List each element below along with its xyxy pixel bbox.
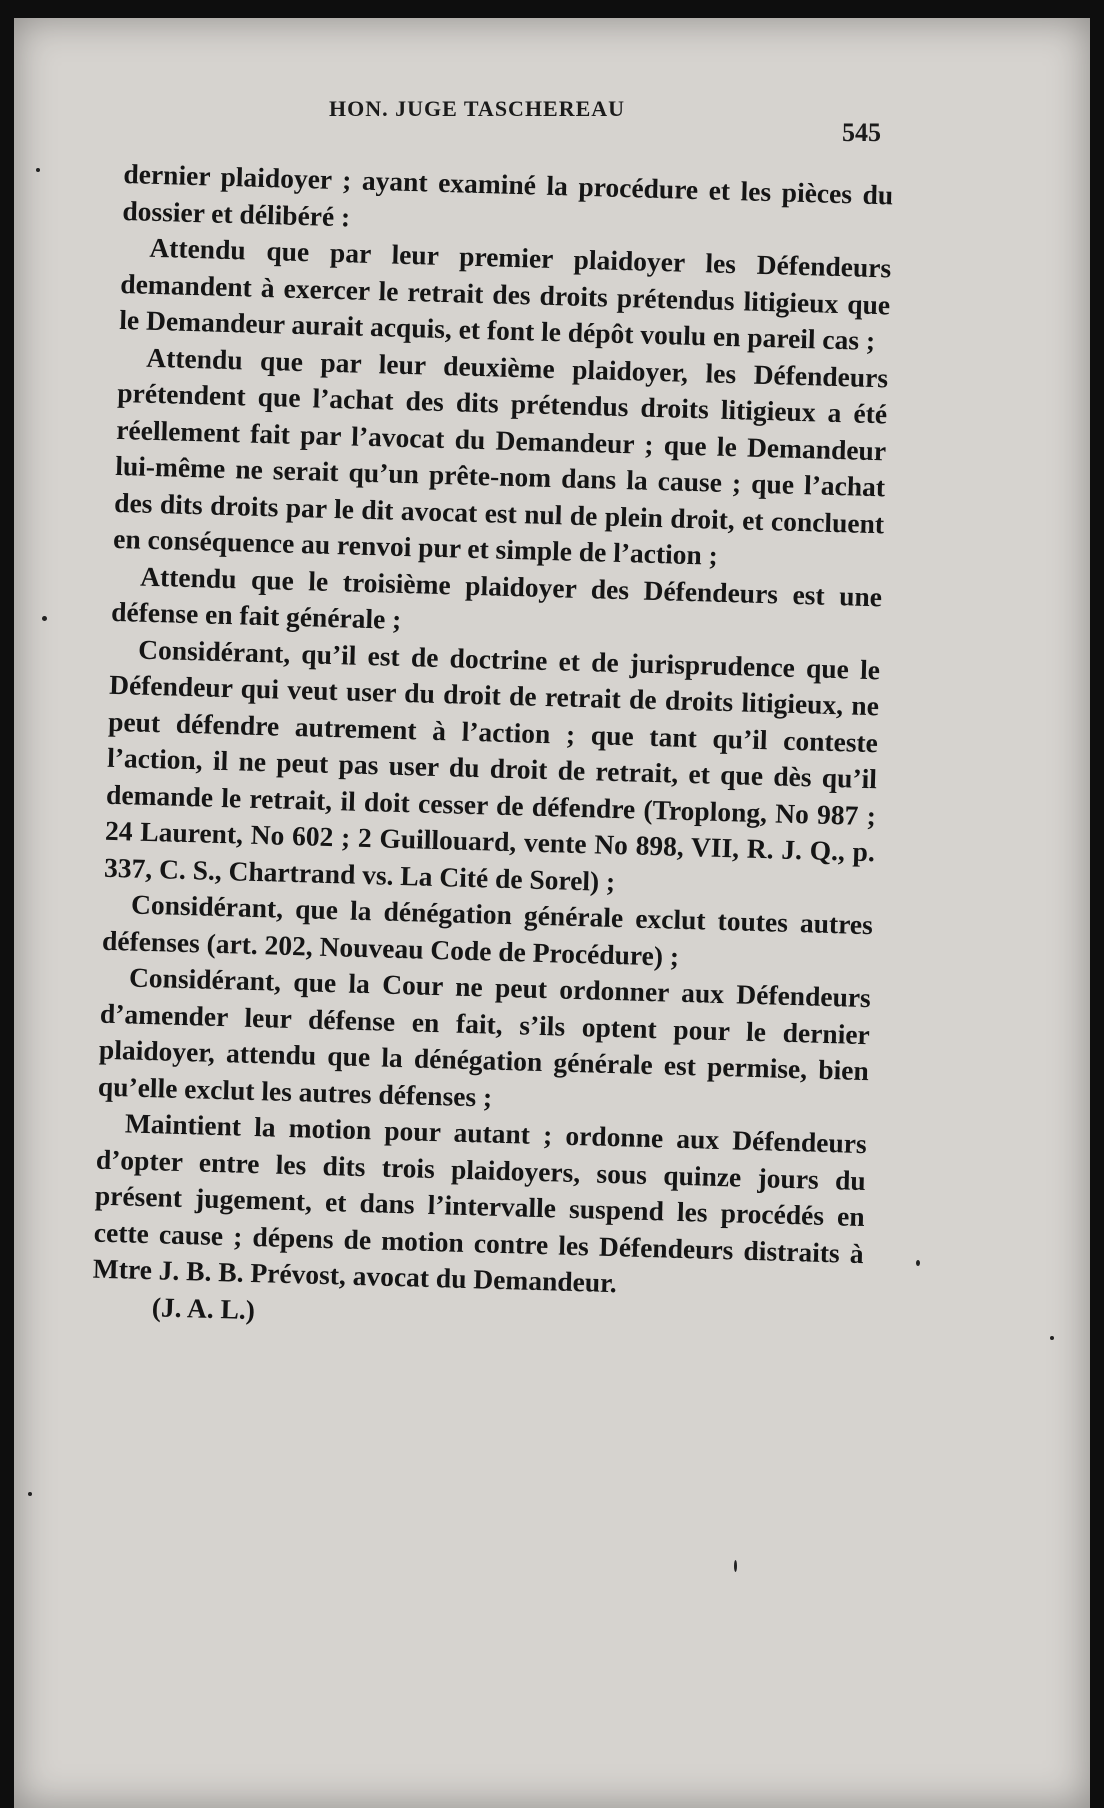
- page-number: 545: [842, 118, 881, 147]
- paragraph: Considérant, que la dénégation générale exclut toutes autres défenses (art. 202, Nouveau Code de Procédure) ;: [101, 888, 874, 972]
- paragraph: Attendu que par leur premier plaidoyer les Défendeurs demandent à exercer le retrait des droits prétendus litigieux que le Demandeur aurait acquis, et font le dépôt voulu en pareil cas ;: [119, 231, 892, 357]
- scan-speck: [28, 1492, 32, 1496]
- page-header: [14, 88, 1090, 147]
- scan-speck: [734, 1560, 737, 1572]
- scan-speck: [36, 168, 40, 172]
- paragraph: Maintient la motion pour autant ; ordonne aux Défendeurs d’opter entre les dits trois plaidoyers, sous quinze jours du présent jugement, et dans l’intervalle suspend les procédés en cette cause ; dépens de motion contre les Défendeurs distraits à Mtre J. B. B. Prévost, avocat du Demandeur.: [92, 1107, 868, 1299]
- paragraph: Considérant, que la Cour ne peut ordonner aux Défendeurs d’amender leur défense en fait, s’ils optent pour le dernier plaidoyer, attendu que la dénégation générale est permise, bien qu’elle exclut les autres défenses ;: [97, 961, 872, 1113]
- book-page: [14, 18, 1090, 1808]
- signature-initials: (J. A. L.): [151, 1290, 256, 1325]
- body-text: [91, 156, 893, 1345]
- paragraph: Attendu que par leur deuxième plaidoyer, les Défendeurs prétendent que l’achat des dits prétendus droits litigieux a été réellement fait par l’avocat du Demandeur ; que le Demandeur lui-même ne serait qu’un prête-nom dans la cause ; que l’achat des dits droits par le dit avocat est nul de plein droit, et concluent en conséquence au renvoi pur et simple de l’action ;: [112, 341, 889, 571]
- paragraph: Considérant, qu’il est de doctrine et de jurisprudence que le Défendeur qui veut user du droit de retrait de droits litigieux, ne peut défendre autrement à l’action ; que tant qu’il conteste l’action, il ne peut pas user du droit de retrait, et que dès qu’il demande le retrait, il doit cesser de défendre (Troplong, No 987 ; 24 Laurent, No 602 ; 2 Guillouard, vente No 898, VII, R. J. Q., p. 337, C. S., Chartrand vs. La Cité de Sorel) ;: [103, 633, 881, 897]
- running-head: HON. JUGE TASCHEREAU: [329, 96, 626, 121]
- scan-speck: [1050, 1336, 1054, 1340]
- paragraph: dernier plaidoyer ; ayant examiné la procédure et les pièces du dossier et délibéré :: [122, 157, 894, 232]
- scan-speck: [916, 1260, 920, 1266]
- scan-speck: [42, 616, 47, 621]
- paragraph: Attendu que le troisième plaidoyer des Défendeurs est une défense en fait générale ;: [110, 560, 883, 635]
